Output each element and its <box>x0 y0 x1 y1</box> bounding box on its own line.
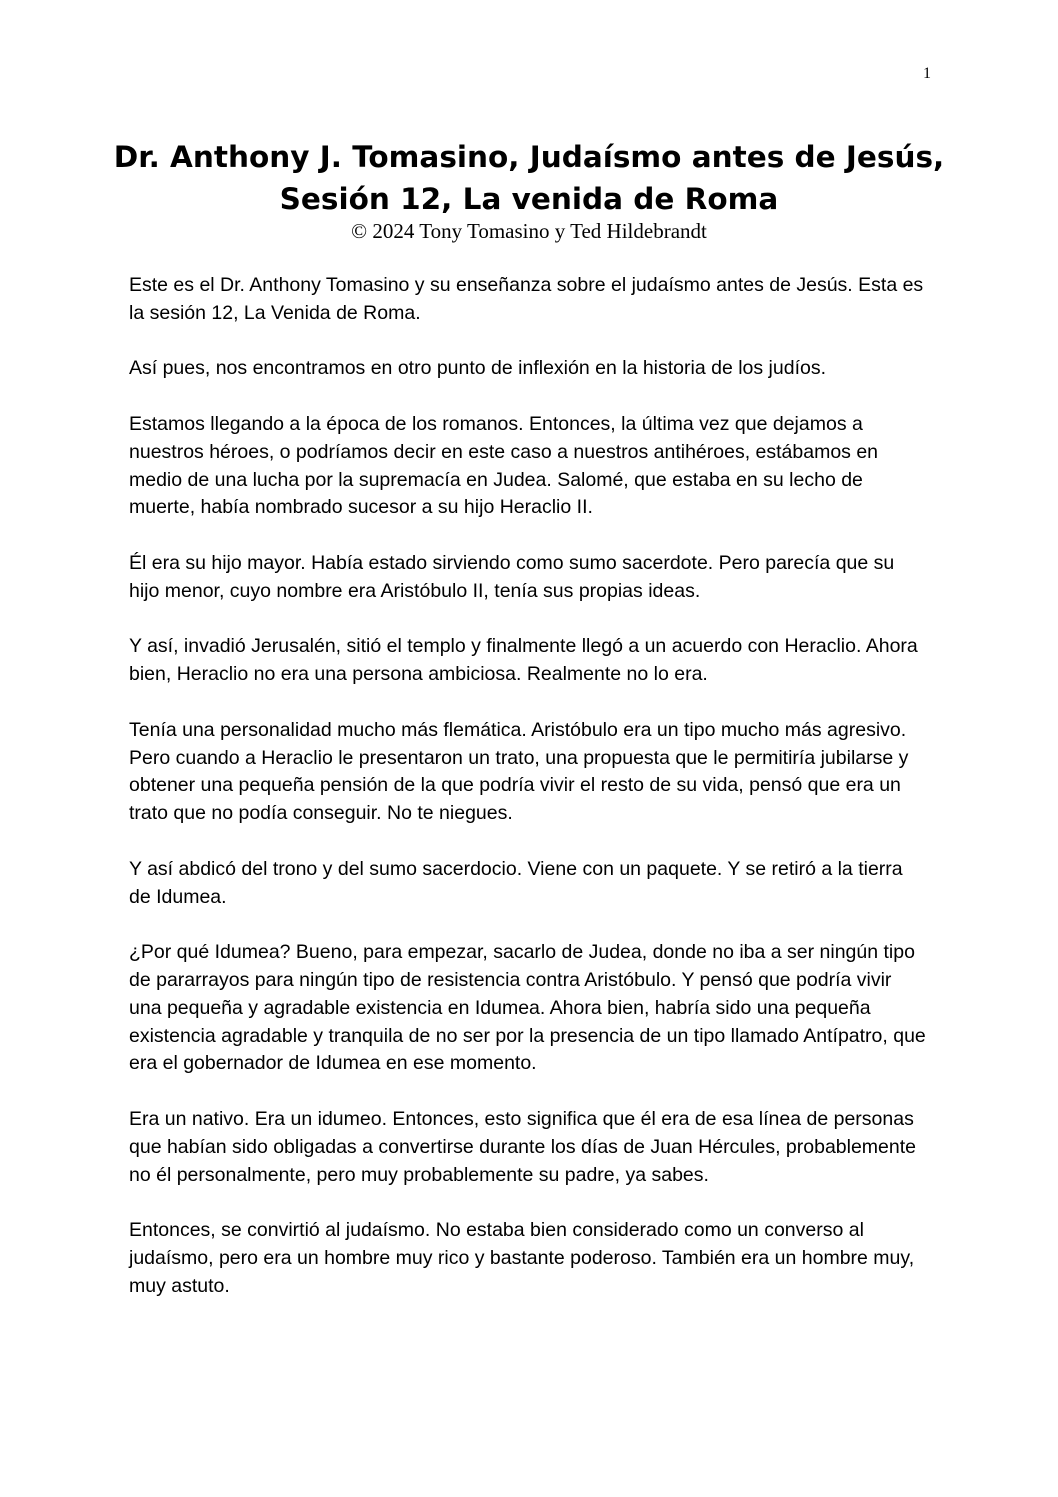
copyright-line: © 2024 Tony Tomasino y Ted Hildebrandt <box>351 219 707 243</box>
paragraph: Y así abdicó del trono y del sumo sacerdocio. Viene con un paquete. Y se retiró a la tierra de Idumea. <box>129 857 903 908</box>
paragraph: Y así, invadió Jerusalén, sitió el templo y finalmente llegó a un acuerdo con Heraclio. Ahora bien, Heraclio no era una persona ambiciosa. Realmente no lo era. <box>129 635 918 686</box>
document-title: Dr. Anthony J. Tomasino, Judaísmo antes de Jesús, Sesión 12, La venida de Roma <box>113 140 945 216</box>
paragraph: Él era su hijo mayor. Había estado sirviendo como sumo sacerdote. Pero parecía que su hijo menor, cuyo nombre era Aristóbulo II, tenía sus propias ideas. <box>129 551 895 602</box>
document-body <box>129 272 929 1328</box>
paragraph: ¿Por qué Idumea? Bueno, para empezar, sacarlo de Judea, donde no iba a ser ningún tipo de pararrayos para ningún tipo de resistencia contra Aristóbulo. Y pensó que podría vivir una pequeña y agradable existencia en Idumea. Ahora bien, habría sido una pequeña existencia agradable y tranquila de no ser por la presencia de un tipo llamado Antípatro, que era el gobernador de Idumea en ese momento. <box>129 941 926 1075</box>
paragraph: Tenía una personalidad mucho más flemática. Aristóbulo era un tipo mucho más agresivo. Pero cuando a Heraclio le presentaron un trato, una propuesta que le permitiría jubilarse y obtener una pequeña pensión de la que podría vivir el resto de su vida, pensó que era un trato que no podía conseguir. No te niegues. <box>129 718 909 825</box>
paragraph: Este es el Dr. Anthony Tomasino y su enseñanza sobre el judaísmo antes de Jesús. Esta es la sesión 12, La Venida de Roma. <box>129 274 924 324</box>
paragraph: Era un nativo. Era un idumeo. Entonces, esto significa que él era de esa línea de personas que habían sido obligadas a convertirse durante los días de Juan Hércules, probablemente no él personalmente, pero muy probablemente su padre, ya sabes. <box>129 1107 917 1186</box>
paragraph: Así pues, nos encontramos en otro punto de inflexión en la historia de los judíos. <box>129 357 827 380</box>
paragraph: Entonces, se convirtió al judaísmo. No estaba bien considerado como un converso al judaísmo, pero era un hombre muy rico y bastante poderoso. También era un hombre muy, muy astuto. <box>129 1219 915 1297</box>
paragraph: Estamos llegando a la época de los romanos. Entonces, la última vez que dejamos a nuestros héroes, o podríamos decir en este caso a nuestros antihéroes, estábamos en medio de una lucha por la supremacía en Judea. Salomé, que estaba en su lecho de muerte, había nombrado sucesor a su hijo Heraclio II. <box>129 412 879 519</box>
page-number: 1 <box>923 65 931 82</box>
